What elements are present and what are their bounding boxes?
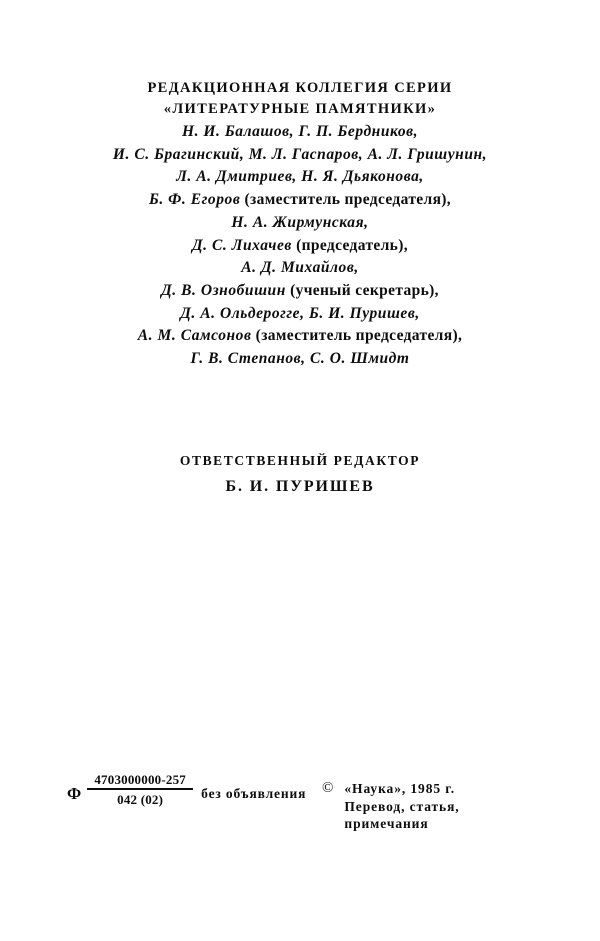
board-member-role: (заместитель председателя), — [240, 191, 452, 209]
copyright-text — [344, 780, 459, 833]
board-member-line — [0, 303, 600, 326]
board-member-name: Д. А. Ольдерогге, Б. И. Пуришев, — [180, 304, 420, 322]
classification-denominator: 042 (02) — [117, 792, 164, 807]
colophon-block — [0, 772, 600, 842]
board-member-line — [0, 121, 600, 144]
classification-note: без объявления — [201, 786, 307, 801]
board-member-name: Г. В. Степанов, С. О. Шмидт — [190, 350, 410, 368]
board-member-name: И. С. Брагинский, М. Л. Гаспаров, А. Л. Гришунин, — [112, 145, 488, 163]
classification-sigil: Ф — [67, 783, 82, 803]
board-member-line — [0, 280, 600, 303]
copyright-line: Перевод, статья, — [344, 798, 460, 814]
board-member-line — [0, 166, 600, 189]
board-member-line — [0, 212, 600, 235]
responsible-editor-label: ОТВЕТСТВЕННЫЙ РЕДАКТОР — [179, 453, 421, 468]
board-member-name: Н. А. Жирмунская, — [231, 213, 369, 231]
editorial-board-heading-line-1: РЕДАКЦИОННАЯ КОЛЛЕГИЯ СЕРИИ — [147, 80, 453, 96]
board-member-role: (председатель), — [291, 236, 408, 254]
copyright-line: «Наука», 1985 г. — [344, 781, 456, 796]
copyright-group — [322, 780, 460, 833]
editorial-board-member-list — [0, 121, 600, 371]
board-member-line — [0, 325, 600, 348]
board-member-name: Л. А. Дмитриев, Н. Я. Дьяконова, — [176, 168, 424, 186]
board-member-line — [0, 257, 600, 280]
classification-code-group — [67, 772, 306, 807]
responsible-editor-block — [0, 451, 600, 499]
copyright-line: примечания — [344, 816, 429, 831]
board-member-name: Д. В. Ознобишин — [161, 281, 286, 299]
board-member-name: А. М. Самсонов — [137, 327, 252, 345]
board-member-name: Н. И. Балашов, Г. П. Бердников, — [181, 123, 419, 140]
classification-numerator: 4703000000-257 — [94, 772, 186, 787]
board-member-line — [0, 235, 600, 258]
responsible-editor-name: Б. И. ПУРИШЕВ — [225, 478, 375, 495]
classification-fraction — [87, 772, 193, 807]
board-member-role: (ученый секретарь), — [285, 281, 439, 299]
board-member-role: (заместитель председателя), — [251, 327, 463, 345]
copyright-icon: © — [322, 780, 334, 796]
board-member-line — [0, 348, 600, 371]
board-member-line — [0, 189, 600, 212]
board-member-name: Д. С. Лихачев — [192, 236, 292, 254]
board-member-name: Б. Ф. Егоров — [148, 191, 241, 209]
board-member-line — [0, 144, 600, 167]
editorial-board-block — [0, 78, 600, 371]
editorial-board-heading-line-2: «ЛИТЕРАТУРНЫЕ ПАМЯТНИКИ» — [163, 100, 437, 117]
board-member-name: А. Д. Михайлов, — [241, 259, 359, 277]
